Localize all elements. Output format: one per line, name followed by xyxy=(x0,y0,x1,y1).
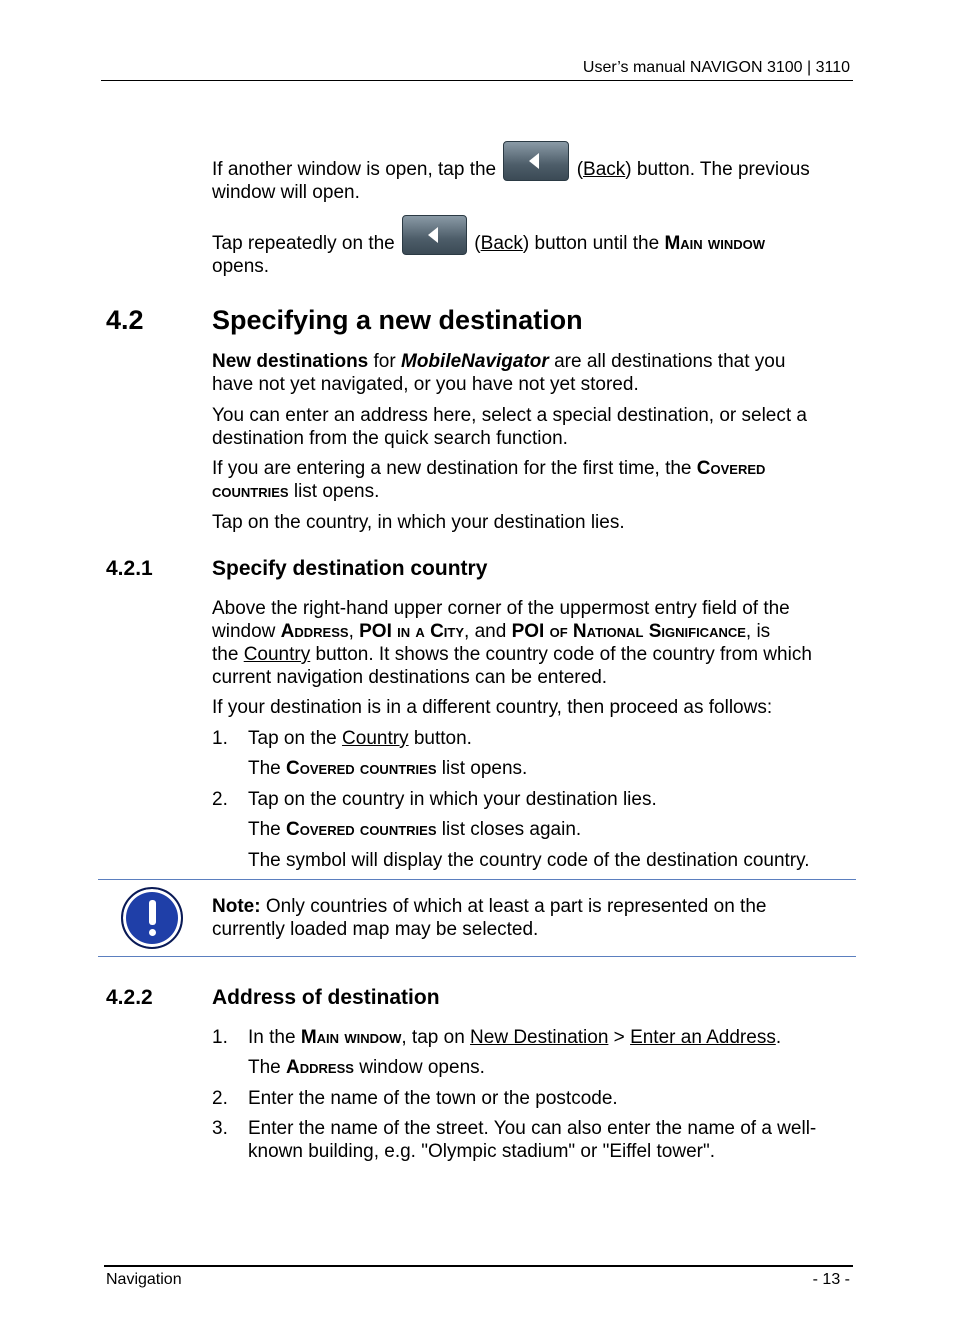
section-4-2-paragraph-3: If you are entering a new destination for the first time, the Covered countries list opens. xyxy=(212,458,766,502)
footer-rule xyxy=(104,1265,853,1267)
step-1: Tap on the Country button. xyxy=(248,728,472,749)
page-header xyxy=(583,58,850,78)
step-2-result-2: The symbol will display the country code of the destination country. xyxy=(248,850,810,871)
step-1-result: The Covered countries list opens. xyxy=(248,758,528,779)
step-number: 1. xyxy=(212,728,228,749)
section-4-2-paragraph-1: New destinations for MobileNavigator are all destinations that you have not yet navigated, or you have not yet stored. xyxy=(212,351,786,395)
section-number: 4.2 xyxy=(106,305,144,335)
exclamation-icon xyxy=(121,887,183,949)
back-button-icon xyxy=(402,215,467,255)
note-label: Note: xyxy=(212,896,261,917)
step-3: Enter the name of the street. You can also enter the name of a well- known building, e.g. "Olympic stadium" or "Eiffel tower". xyxy=(248,1118,817,1162)
step-number: 2. xyxy=(212,1088,228,1109)
step-number: 2. xyxy=(212,789,228,810)
section-4-2-1-paragraph-1: Above the right-hand upper corner of the uppermost entry field of the window Address, POI in a City, and POI of National Significance, is the Country button. It shows the country code of the country from which current navigation destinations can be entered. xyxy=(212,598,812,688)
country-button-link: Country xyxy=(342,728,409,749)
intro-paragraph-2: Tap repeatedly on the ( Back ) button until the Main window opens. xyxy=(212,215,852,278)
step-2-result: The Covered countries list closes again. xyxy=(248,819,582,840)
back-button-icon xyxy=(503,141,569,181)
new-destination-link: New Destination xyxy=(470,1027,609,1048)
app-name: MobileNavigator xyxy=(401,351,549,372)
step-2: Tap on the country in which your destination lies. xyxy=(248,789,657,810)
enter-address-link: Enter an Address xyxy=(630,1027,776,1048)
subsection-number: 4.2.2 xyxy=(106,986,153,1009)
step-number: 3. xyxy=(212,1118,228,1139)
header-rule xyxy=(101,80,853,81)
section-4-2-paragraph-4: Tap on the country, in which your destination lies. xyxy=(212,512,625,533)
header-title: User’s manual NAVIGON 3100 | 3110 xyxy=(582,59,850,76)
subsection-number: 4.2.1 xyxy=(106,557,153,580)
subsection-title: Specify destination country xyxy=(212,557,488,580)
intro-paragraph-1: If another window is open, tap the ( Back ) button. The previous window will open. xyxy=(212,141,852,204)
footer-left: Navigation xyxy=(106,1271,182,1288)
covered-countries-term: countries xyxy=(212,481,289,502)
step-number: 1. xyxy=(212,1027,228,1048)
page-number: - 13 - xyxy=(812,1271,850,1288)
step-1: In the Main window, tap on New Destination > Enter an Address. xyxy=(248,1027,782,1048)
step-1-result: The Address window opens. xyxy=(248,1057,485,1078)
section-title: Specifying a new destination xyxy=(212,305,583,335)
subsection-title: Address of destination xyxy=(212,986,440,1009)
country-button-link: Country xyxy=(243,644,311,665)
note-text: Note: Only countries of which at least a part is represented on the currently loaded map may be selected. xyxy=(212,896,767,940)
note-bottom-rule xyxy=(98,956,856,957)
section-4-2-1-paragraph-2: If your destination is in a different country, then proceed as follows: xyxy=(212,697,773,718)
covered-countries-term: Covered xyxy=(696,458,766,479)
note-top-rule xyxy=(98,879,856,880)
section-4-2-paragraph-2: You can enter an address here, select a special destination, or select a destination from the quick search function. xyxy=(212,405,808,449)
main-window-term: Main window xyxy=(664,233,765,254)
step-2: Enter the name of the town or the postcode. xyxy=(248,1088,618,1109)
back-link: Back xyxy=(583,159,626,180)
back-link: Back xyxy=(480,233,523,254)
